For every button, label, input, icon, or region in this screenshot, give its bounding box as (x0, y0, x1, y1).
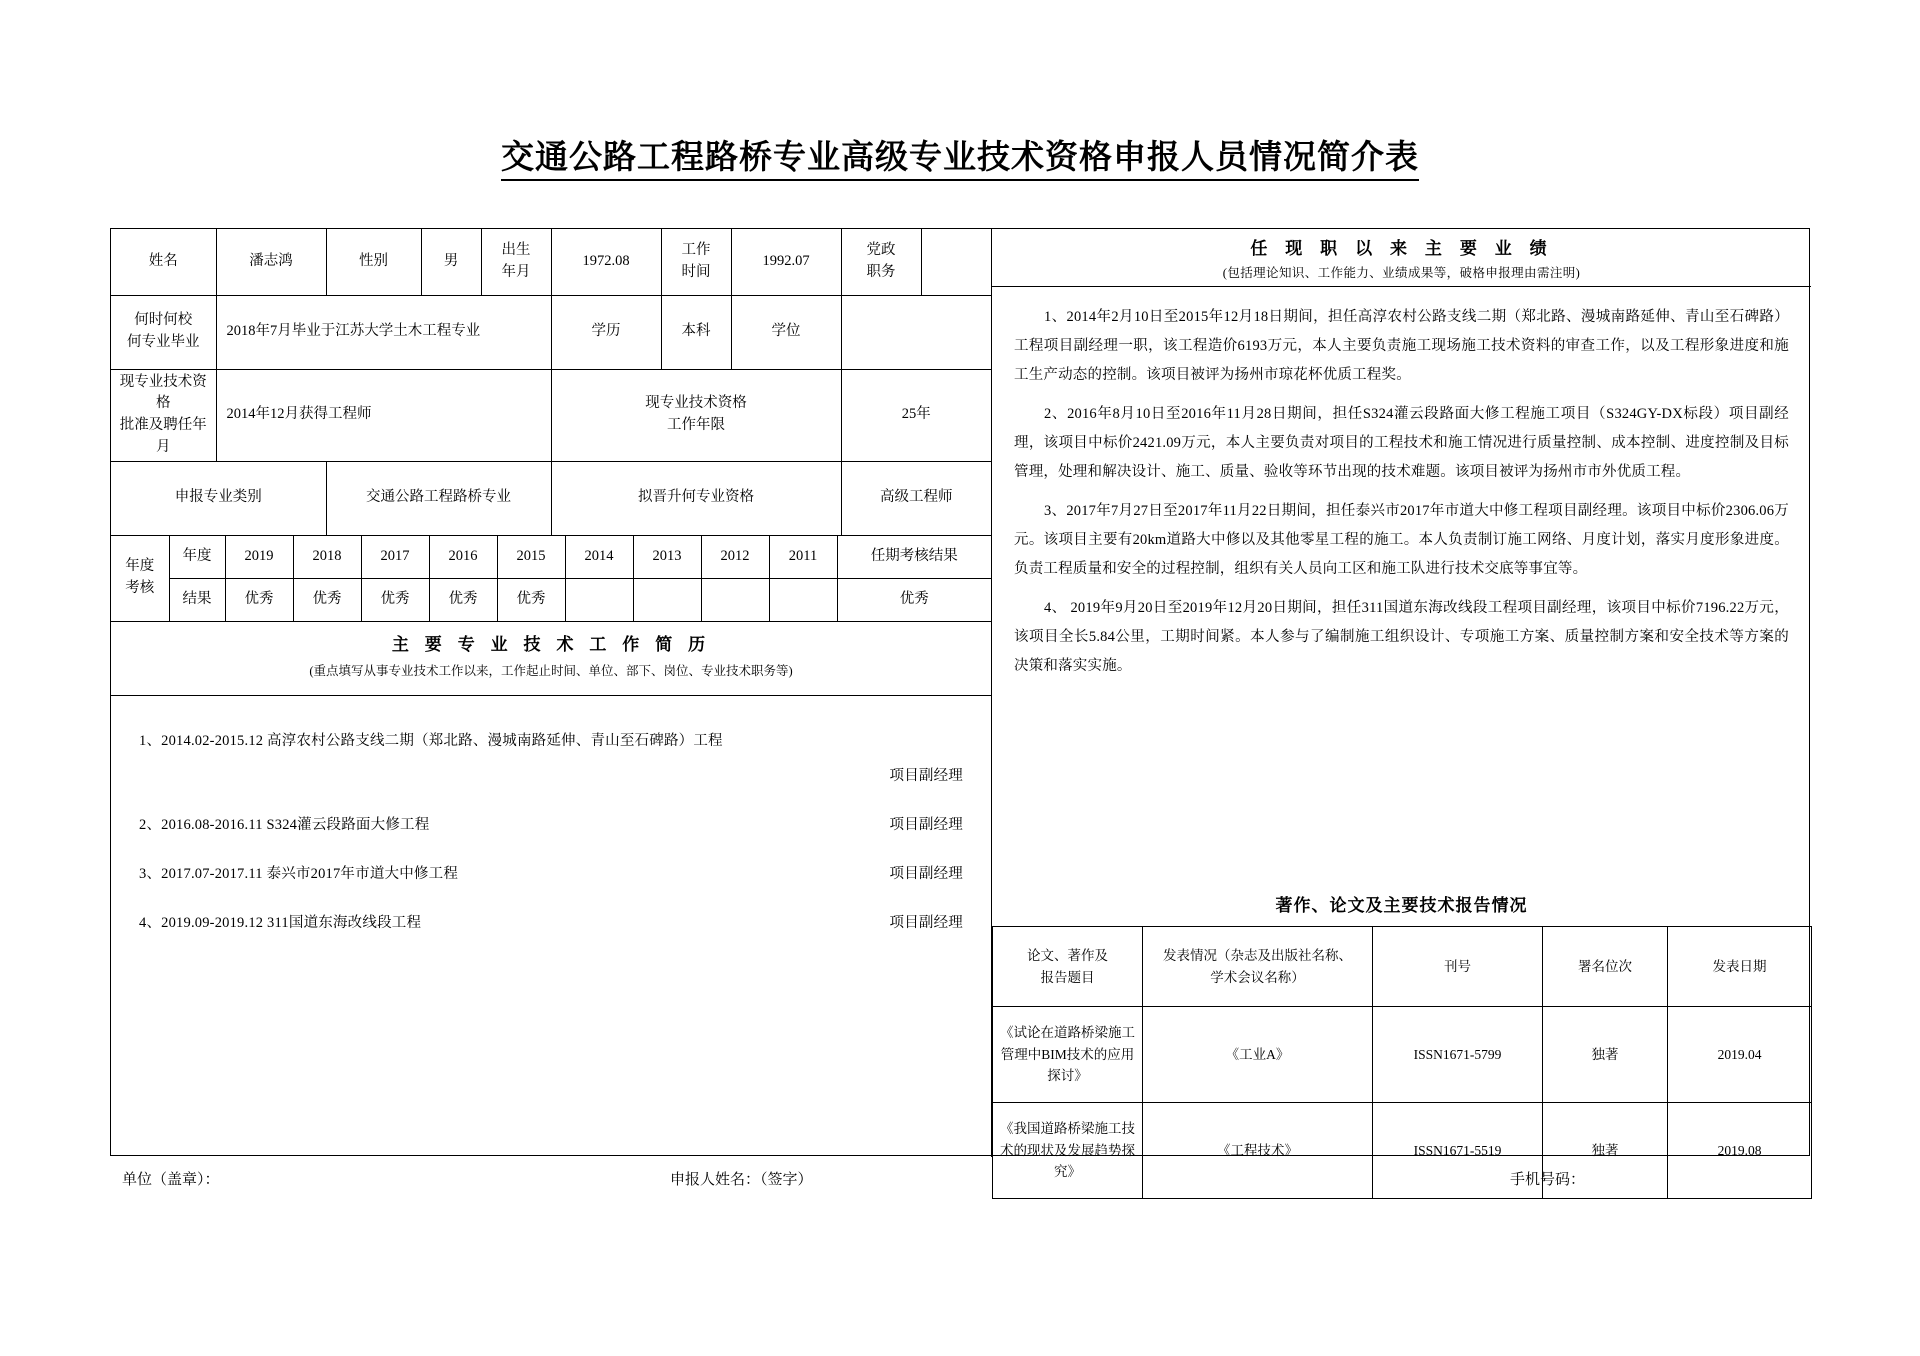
table-row-education (111, 295, 991, 369)
result-cell[interactable] (633, 578, 701, 621)
year-cell: 2019 (225, 535, 293, 578)
list-item (139, 863, 963, 886)
year-cell: 2012 (701, 535, 769, 578)
year-cell: 2014 (565, 535, 633, 578)
work-history-text: 3、2017.07-2017.11 泰兴市2017年市道大中修工程 (139, 866, 459, 883)
annual-years-row (111, 535, 991, 578)
publications-heading: 著作、论文及主要技术报告情况 (1275, 896, 1528, 916)
footer-unit-seal: 单位（盖章）： (122, 1172, 220, 1188)
work-history-heading: 主 要 专 业 技 术 工 作 简 历 (391, 634, 711, 655)
column-header-title-l2: 报告题目 (1040, 969, 1095, 985)
cell-publication-title[interactable]: 《我国道路桥梁施工技术的现状及发展趋势探究》 (993, 1103, 1143, 1199)
result-cell[interactable]: 优秀 (361, 578, 429, 621)
label-birth (481, 229, 551, 295)
result-cell[interactable] (769, 578, 837, 621)
label-result: 结果 (169, 578, 225, 621)
label-academic-degree: 学位 (731, 295, 841, 369)
label-term-result: 任期考核结果 (837, 535, 991, 578)
label-annual-assessment (111, 535, 169, 621)
label-current-qualification (111, 369, 216, 461)
label-education (111, 295, 216, 369)
work-history-role: 项目副经理 (889, 816, 963, 833)
result-cell[interactable]: 优秀 (225, 578, 293, 621)
left-column (111, 229, 991, 1157)
cell-publication-authorship[interactable]: 独著 (1543, 1103, 1668, 1199)
table-row-identity (111, 229, 991, 295)
label-party-post-l2: 职务 (866, 263, 896, 280)
column-header-title (993, 927, 1143, 1007)
work-history-text: 4、2019.09-2019.12 311国道东海改线段工程 (139, 915, 422, 932)
label-work-time (661, 229, 731, 295)
cell-publication-journal[interactable]: 《工业A》 (1143, 1007, 1373, 1103)
value-birth[interactable]: 1972.08 (551, 229, 661, 295)
cell-publication-authorship[interactable]: 独著 (1543, 1007, 1668, 1103)
footer (110, 1168, 1810, 1189)
work-history-header (111, 622, 991, 696)
value-work-time[interactable]: 1992.07 (731, 229, 841, 295)
basic-info-table (111, 229, 991, 536)
result-cell[interactable]: 优秀 (429, 578, 497, 621)
label-annual-assessment-l1: 年度 (125, 558, 155, 575)
label-current-years-l2: 工作年限 (667, 417, 725, 433)
cell-publication-journal[interactable]: 《工程技术》 (1143, 1103, 1373, 1199)
value-current-years[interactable]: 25年 (841, 369, 991, 461)
value-apply-category[interactable]: 交通公路工程路桥专业 (326, 461, 551, 535)
work-history-role: 项目副经理 (889, 767, 963, 784)
column-header-issn: 刊号 (1373, 927, 1543, 1007)
label-promote-qualification: 拟晋升何专业资格 (551, 461, 841, 535)
label-year: 年度 (169, 535, 225, 578)
footer-applicant-signature: 申报人姓名：（签字） (670, 1172, 813, 1188)
table-row (993, 1007, 1812, 1103)
value-promote-qualification[interactable]: 高级工程师 (841, 461, 991, 535)
work-history-subheading: (重点填写从事专业技术工作以来，工作起止时间、单位、部下、岗位、专业技术职务等) (309, 663, 793, 678)
label-name: 姓名 (111, 229, 216, 295)
label-degree: 学历 (551, 295, 661, 369)
value-name[interactable]: 潘志鸿 (216, 229, 326, 295)
year-cell: 2011 (769, 535, 837, 578)
value-gender[interactable]: 男 (421, 229, 481, 295)
label-education-l1: 何时何校 (134, 312, 193, 329)
cell-publication-issn[interactable]: ISSN1671-5799 (1373, 1007, 1543, 1103)
label-current-qualification-l2: 批准及聘任年月 (119, 417, 207, 455)
performance-paragraph: 2、2016年8月10日至2016年11月28日期间，担任S324灌云段路面大修工程施工项目（S324GY-DX标段）项目副经理，该项目中标价2421.09万元，本人主要负责对项目的工程技术和施工情况进行质量控制、成本控制、进度控制及目标管理，处理和解决设计、施工、质量、验收等环节出现的技术难题。该项目被评为扬州市市外优质工程。 (1014, 406, 1789, 480)
label-birth-l1: 出生 (501, 242, 531, 258)
label-birth-l2: 年月 (501, 263, 531, 280)
value-education[interactable]: 2018年7月毕业于江苏大学土木工程专业 (216, 295, 551, 369)
cell-publication-date[interactable]: 2019.04 (1668, 1007, 1812, 1103)
table-row-apply-category (111, 461, 991, 535)
performance-paragraph: 1、2014年2月10日至2015年12月18日期间，担任高淳农村公路支线二期（郑北路、漫城南路延伸、青山至石碑路）工程项目副经理一职，该工程造价6193万元，本人主要负责施工现场施工技术资料的审查工作，以及工程形象进度和施工生产动态的控制。该项目被评为扬州市琼花杯优质工程奖。 (1014, 309, 1789, 383)
column-header-journal-l1: 发表情况（杂志及出版社名称、 (1163, 947, 1352, 963)
label-gender: 性别 (326, 229, 421, 295)
label-current-qualification-l1: 现专业技术资格 (119, 373, 207, 412)
footer-phone-number: 手机号码： (1510, 1172, 1586, 1188)
year-cell: 2013 (633, 535, 701, 578)
page-title-text: 交通公路工程路桥专业高级专业技术资格申报人员情况简介表 (501, 137, 1419, 181)
annual-results-row (111, 578, 991, 621)
value-academic-degree[interactable] (841, 295, 991, 369)
year-cell: 2017 (361, 535, 429, 578)
work-history-text: 2、2016.08-2016.11 S324灌云段路面大修工程 (139, 816, 430, 833)
performance-body (992, 287, 1811, 887)
annual-assessment-table (111, 535, 991, 622)
label-current-years-l1: 现专业技术资格 (645, 395, 747, 412)
value-degree[interactable]: 本科 (661, 295, 731, 369)
performance-paragraph: 4、 2019年9月20日至2019年12月20日期间，担任311国道东海改线段工程项目副经理，该项目中标价7196.22万元，该项目全长5.84公里，工期时间紧。本人参与了编制施工组织设计、专项施工方案、质量控制方案和安全技术等方案的决策和落实实施。 (1014, 600, 1789, 674)
label-annual-assessment-l2: 考核 (125, 580, 155, 596)
cell-publication-title[interactable]: 《试论在道路桥梁施工管理中BIM技术的应用探讨》 (993, 1007, 1143, 1103)
label-apply-category: 申报专业类别 (111, 461, 326, 535)
column-header-authorship: 署名位次 (1543, 927, 1668, 1007)
cell-publication-date[interactable]: 2019.08 (1668, 1103, 1812, 1199)
work-history-role: 项目副经理 (889, 915, 963, 932)
table-header-row (993, 927, 1812, 1007)
work-history-role: 项目副经理 (889, 866, 963, 883)
column-header-journal-l2: 学术会议名称） (1210, 969, 1305, 985)
label-current-years (551, 369, 841, 461)
value-party-post[interactable] (921, 229, 991, 295)
work-history-text: 1、2014.02-2015.12 高淳农村公路支线二期（郑北路、漫城南路延伸、青山至石碑路）工程 (139, 732, 723, 749)
label-party-post (841, 229, 921, 295)
page-title (0, 131, 1920, 178)
value-current-qualification[interactable]: 2014年12月获得工程师 (216, 369, 551, 461)
performance-subheading: (包括理论知识、工作能力、业绩成果等，破格申报理由需注明) (1222, 266, 1581, 280)
publications-table (992, 926, 1812, 1199)
result-cell[interactable] (565, 578, 633, 621)
cell-publication-issn[interactable]: ISSN1671-5519 (1373, 1103, 1543, 1199)
performance-heading: 任 现 职 以 来 主 要 业 绩 (1250, 239, 1553, 259)
list-item (139, 912, 963, 935)
list-item (139, 765, 963, 788)
year-cell: 2018 (293, 535, 361, 578)
list-item (139, 730, 963, 753)
column-header-title-l1: 论文、著作及 (1027, 947, 1108, 963)
result-cell[interactable] (701, 578, 769, 621)
result-cell[interactable]: 优秀 (293, 578, 361, 621)
label-work-time-l2: 时间 (681, 263, 711, 280)
year-cell: 2016 (429, 535, 497, 578)
year-cell: 2015 (497, 535, 565, 578)
table-row-current-qualification (111, 369, 991, 461)
performance-paragraph: 3、2017年7月27日至2017年11月22日期间，担任泰兴市2017年市道大中修工程项目副经理。该项目中标价2306.06万元。该项目主要有20km道路大中修以及其他零星工程的施工。本人负责制订施工网络、月度计划，落实月度形象进度。负责工程质量和安全的过程控制，组织有关人员向工区和施工队进行技术交底等事宜等。 (1014, 503, 1789, 577)
performance-header (992, 229, 1811, 287)
column-header-date: 发表日期 (1668, 927, 1812, 1007)
label-education-l2: 何专业毕业 (127, 334, 200, 350)
list-item (139, 814, 963, 837)
work-history-list (111, 696, 991, 936)
value-term-result[interactable]: 优秀 (837, 578, 991, 621)
label-work-time-l1: 工作 (681, 242, 711, 258)
result-cell[interactable]: 优秀 (497, 578, 565, 621)
column-header-journal (1143, 927, 1373, 1007)
label-party-post-l1: 党政 (866, 242, 896, 258)
